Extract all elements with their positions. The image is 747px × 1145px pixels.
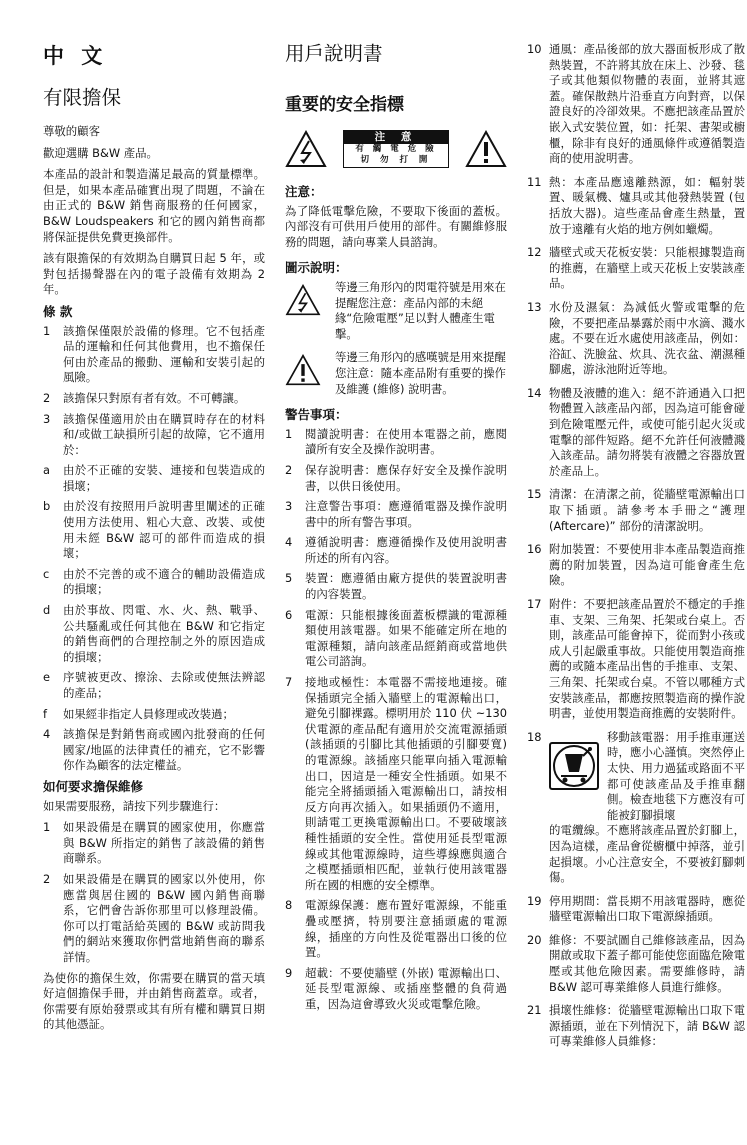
caution-box bbox=[343, 130, 449, 168]
term-item: 1 該擔保僅限於設備的修理。它不包括產品的運輸和任何其他費用，也不擔保任何由於產品的搬動、運輸和安裝引起的風險。 bbox=[43, 323, 265, 385]
symbol-explanation: 等邊三角形內的閃電符號是用來在提醒您注意：產品內部的未絕緣“危險電壓”足以對人體產生電擊。 bbox=[285, 280, 507, 342]
claim-intro: 如果需要服務，請按下列步驟進行： bbox=[43, 798, 226, 813]
safety-item: 14 物體及液體的進入：絕不許通過入口把物體置入該產品內部，因為這可能會碰到危險電壓元件，或使可能引起火災或電擊的部件短路。絕不允許任何液體濺入該產品。請勿將裝有液體之容器放置於產品上。 bbox=[527, 385, 745, 478]
warranty-greeting: 尊敬的顧客 bbox=[43, 124, 100, 138]
warranty-period: 該有限擔保的有效期為自購買日起 5 年，或對包括揚聲器在內的電子設備有效期為 2 年。 bbox=[43, 251, 265, 297]
claim-closing: 為使你的擔保生效，你需要在購買的當天填好這個擔保手冊，并由銷售商蓋章。或者，你需要有原始發票或其有所有權和購買日期的其他憑証。 bbox=[43, 970, 265, 1032]
term-subitem: a 由於不正確的安裝、連接和包裝造成的損壞； bbox=[43, 463, 265, 493]
safety-title: 重要的安全指標 bbox=[285, 95, 404, 115]
claim-step: 2 如果設備是在購買的國家以外使用，你應當與居住國的 B&W 國內銷售商聯系，它們會告訴你那里可以修理設備。你可以打電話給英國的 B&W 或訪問我們的網站來獲取你們當地銷售商的聯系詳情。 bbox=[43, 871, 265, 964]
caution-box-header: 注 意 bbox=[344, 131, 448, 144]
safety-item: 15 清潔：在清潔之前，從牆壁電源輸出口取下插頭。請參考本手冊之“護理 (Aftercare)” 部份的清潔說明。 bbox=[527, 487, 745, 533]
cart-tipover-warning-icon bbox=[549, 730, 607, 824]
exclamation-triangle-icon bbox=[465, 130, 507, 168]
safety-item: 11 熱：本產品應遠離熱源，如：輻射裝置、暖氣機、爐具或其他發熱裝置 (包括放大器)。這些產品會產生熱量，置放于遠離有火焰的地方例如蠟燭。 bbox=[527, 174, 745, 236]
caution-box-line2: 切 勿 打 開 bbox=[360, 155, 432, 165]
term-subitem: d 由於事故、閃電、水、火、熱、戰爭、公共騷亂或任何其他在 B&W 和它指定的銷售商們的合理控制之外的原因造成的損壞； bbox=[43, 603, 265, 664]
caution-heading: 注意： bbox=[285, 184, 323, 199]
term-item: 4 該擔保是對銷售商或國內批發商的任何國家/地區的法律責任的補充，它不影響你作為顧客的法定權益。 bbox=[43, 727, 265, 773]
symbol-explanation: 等邊三角形內的感嘆號是用來提醒您注意：隨本產品附有重要的操作及維護 (維修) 說明書。 bbox=[285, 350, 507, 397]
safety-item: 19 停用期間：當長期不用該電器時，應從牆壁電源輸出口取下電源線插頭。 bbox=[527, 893, 745, 924]
caution-box-line1: 有 觸 電 危 險 bbox=[355, 144, 437, 154]
safety-continued-column bbox=[527, 42, 745, 1058]
term-subitem: c 由於不完善的或不適合的輔助設備造成的損壞； bbox=[43, 566, 265, 597]
term-subitem: e 序號被更改、擦涂、去除或使無法辨認的產品； bbox=[43, 670, 265, 700]
caution-banner bbox=[285, 130, 507, 168]
warranty-title: 有限擔保 bbox=[43, 86, 122, 109]
safety-item: 17 附件：不要把該產品置於不穩定的手推車、支架、三角架、托架或台桌上。否則，該產品可能會掉下，從而對小孩或成人引起嚴重事故。只能使用製造商推薦的或隨本產品出售的手推車、支架、三角架、托架或台桌。不管以哪種方式安裝該產品，都應按照製造商的操作說明書，並使用製造商推薦的安裝附件。 bbox=[527, 597, 745, 721]
claim-step: 1 如果設備是在購買的國家使用，你應當與 B&W 所指定的銷售了該設備的銷售商聯系。 bbox=[43, 820, 265, 866]
lightning-triangle-icon bbox=[285, 130, 327, 168]
warning-item: 2 保存說明書：應保存好安全及操作說明書，以供日後使用。 bbox=[285, 462, 507, 493]
warning-item: 6 電源：只能根據後面蓋板標識的電源種類使用該電器。如果不能確定所在地的電源種類，請向該產品經銷商或當地供電公司諮詢。 bbox=[285, 607, 507, 669]
warning-item: 8 電源線保護：應布置好電源線，不能重疊或壓擠，特別要注意插頭處的電源線，插座的方向性及從電器出口後的位置。 bbox=[285, 898, 507, 960]
warning-item: 3 注意警告事項：應遵循電器及操作說明書中的所有警告事項。 bbox=[285, 499, 507, 529]
manual-title: 用戶說明書 bbox=[285, 42, 383, 65]
warranty-intro: 本產品的設計和製造滿足最高的質量標準。但是，如果本產品確實出現了問題，不論在由正式的 B&W 銷售商服務的任何國家，B&W Loudspeakers 和它的國內銷售商都將保証提供免費更換部件。 bbox=[43, 167, 265, 244]
term-item: 2 該擔保只對原有者有效。不可轉讓。 bbox=[43, 390, 246, 405]
language-heading: 中 文 bbox=[43, 44, 108, 68]
safety-item: 10 通風：產品後部的放大器面板形成了散熱裝置，不許將其放在床上、沙發、毯子或其他類似物體的表面，並將其遮蓋。確保散熱片沿垂直方向對齊，以保證良好的冷卻效果。不應把該產品置於嵌入式安裝位置，如：托架、書架或櫥櫃，除非有良好的通風條件或遵循製造商的使用說明書。 bbox=[527, 42, 745, 166]
terms-heading: 條 款 bbox=[43, 303, 73, 319]
warranty-welcome: 歡迎選購 B&W 產品。 bbox=[43, 145, 158, 160]
term-item: 3 該擔保僅適用於由在購買時存在的材料和/或做工缺損所引起的故障，它不適用於： bbox=[43, 411, 265, 457]
safety-item: 16 附加裝置：不要使用非本產品製造商推薦的附加裝置，因為這可能會產生危險。 bbox=[527, 542, 745, 588]
safety-item: 18 移動該電器：用手推車運送時，應小心謹慎。突然停止太快、用力過猛或路面不平都可使該產品及手推車翻側。檢查地毯下方應沒有可能被釘腳損壞 的電纜線。不應將該產品置於釘腳上，因為這樣，產品會從櫥櫃中掉落，並引起損壞。小心注意安全，不要被釘腳刺傷。 bbox=[527, 729, 745, 885]
term-subitem: f 如果經非指定人員修理或改裝過； bbox=[43, 706, 234, 721]
warranty-column bbox=[43, 0, 265, 1039]
claim-heading: 如何要求擔保維修 bbox=[43, 778, 144, 794]
warning-item: 7 接地或極性：本電器不需接地連接。確保插頭完全插入牆壁上的電源輸出口，避免引腳裸露。標明用於 110 伏 ~130 伏電源的產品配有適用於交流電源插頭 (該插頭的引腳比其他插頭的引腳要寬) 的電源線。該插座只能單向插入電源輸出口，因這是一種安全性插頭。如果不能完全將插頭插入電源輸出口，請按相反方向再次插入。如果插頭仍不適用，則請電工更換電源輸出口。不要破壞該種性插頭的安全性。當使用延長型電源線或其他電源線時，這些導線應與適合之模壓插頭相匹配，並執行使用該電器所在國的相應的安全標準。 bbox=[285, 675, 507, 892]
safety-item: 13 水份及濕氣：為減低火警或電擊的危險，不要把產品暴露於雨中水滴、濺水處。不要在近水處使用該產品，例如：浴缸、洗臉盆、炊具、洗衣盆、潮濕種腳處，游泳池附近等地。 bbox=[527, 299, 745, 377]
symbols-heading: 圖示說明： bbox=[285, 260, 348, 276]
safety-item: 20 維修：不要試圖自己維修該產品，因為開啟或取下蓋子都可能使您面臨危險電壓或其他危險因素。需要維修時，請 B&W 認可專業維修人員進行維修。 bbox=[527, 932, 745, 994]
exclamation-triangle-icon bbox=[285, 350, 335, 397]
safety-item: 12 牆壁式或天花板安裝：只能根據製造商的推薦，在牆壁上或天花板上安裝該產品。 bbox=[527, 245, 745, 291]
warning-item: 1 閱讀說明書：在使用本電器之前，應閱讀所有安全及操作說明書。 bbox=[285, 426, 507, 457]
caution-text: 為了降低電擊危險，不要取下後面的蓋板。內部沒有可供用戶使用的部件。有關維修服務的問題，請向專業人員諮詢。 bbox=[285, 203, 507, 249]
safety-column bbox=[285, 0, 507, 1018]
term-subitem: b 由於沒有按照用戶說明書里闡述的正確使用方法使用、粗心大意、改裝、或使用未經 B&W 認可的部件而造成的損壞； bbox=[43, 499, 265, 561]
safety-item: 21 損壞性維修：從牆壁電源輸出口取下電源插頭，並在下列情況下，請 B&W 認可專業維修人員維修： bbox=[527, 1003, 745, 1049]
warnings-heading: 警告事項： bbox=[285, 407, 348, 423]
warning-item: 5 裝置：應遵循由廠方提供的裝置說明書的內容裝置。 bbox=[285, 571, 507, 602]
warning-item: 4 遵循說明書：應遵循操作及使用說明書所述的所有內容。 bbox=[285, 535, 507, 565]
warning-item: 9 超載：不要使牆壁 (外嵌) 電源輸出口、延長型電源線、或插座整體的負荷過重，因為這會導致火災或電擊危險。 bbox=[285, 965, 507, 1011]
lightning-triangle-icon bbox=[285, 280, 335, 342]
